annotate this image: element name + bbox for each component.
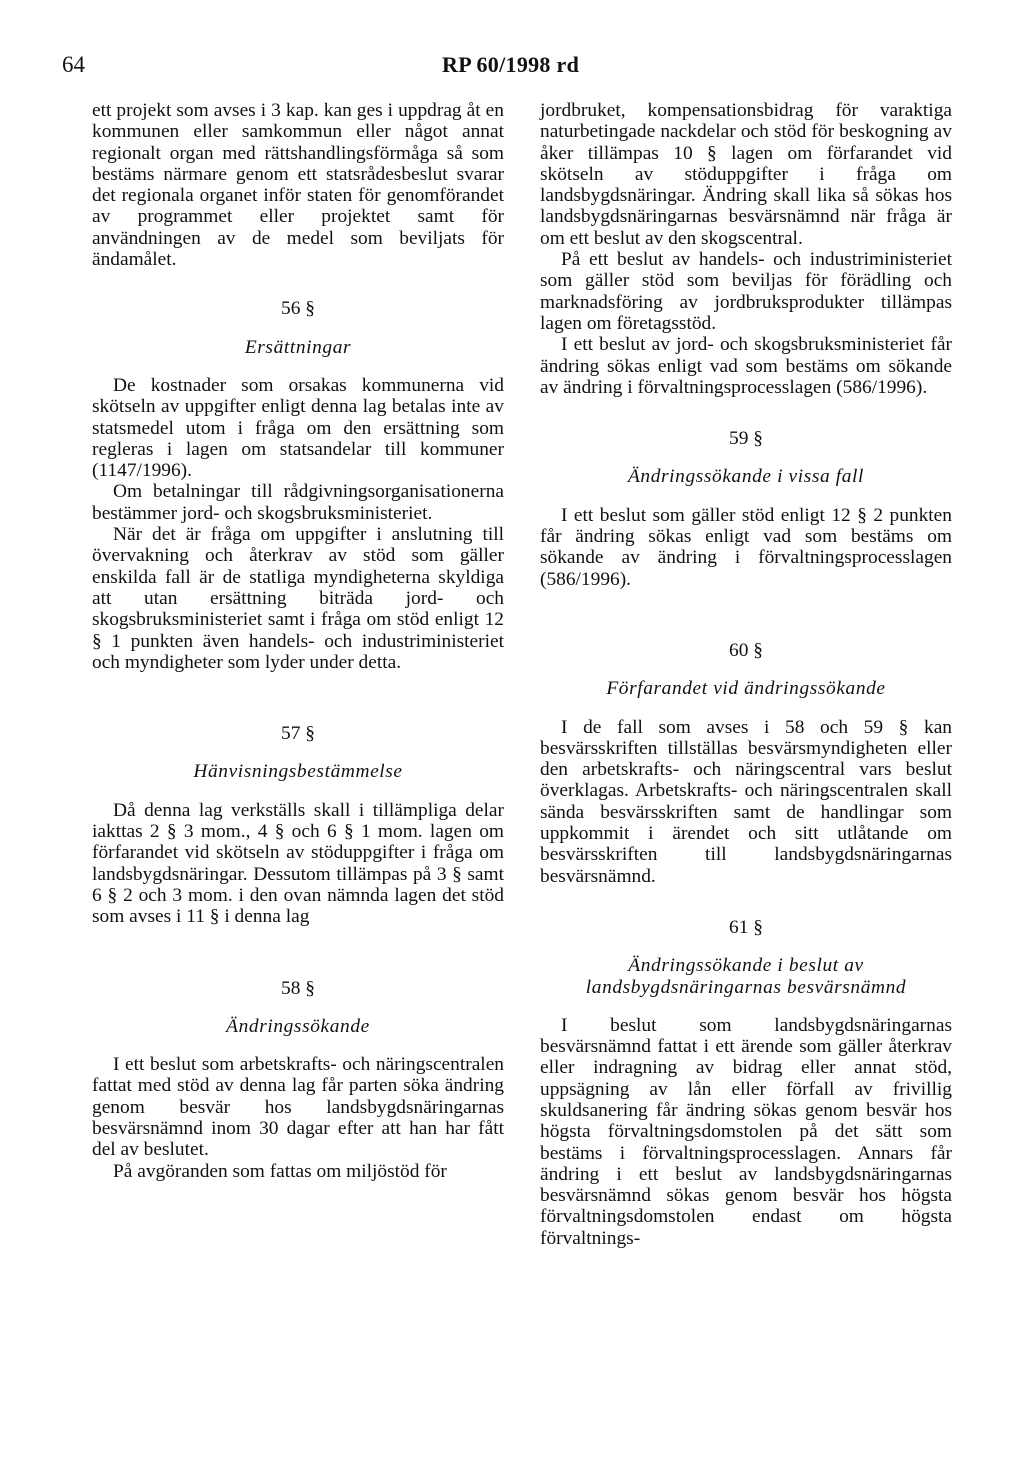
paragraph-57-1: Då denna lag verkställs skall i tillämpliga delar iakttas 2 § 3 mom., 4 § och 6 § 1 mom. lagen om förfarandet vid skötseln av stöduppgifter i fråga om landsbygdsnäringar. Dessutom tillämpas på 3 § samt 6 § 2 och 3 mom. i den ovan nämnda lagen det stöd som avses i 11 § i denna lag [92,799,504,928]
paragraph-56-3: När det är fråga om uppgifter i anslutning till övervakning och återkrav av stöd som gäller enskilda fall är de statliga myndigheterna skyldiga att utan ersättning biträda jord- och skogsbruksministeriet samt i fråga om stöd enligt 12 § 1 punkten även handels- och industriministeriet och myndigheter som lyder under detta. [92,524,504,673]
paragraph-58-1: I ett beslut som arbetskrafts- och näringscentralen fattat med stöd av denna lag får parten söka ändring genom besvär hos landsbygdsnäringarnas besvärsnämnd inom 30 dagar efter att han har fått del av beslutet. [92,1054,504,1161]
left-column [92,100,504,1182]
paragraph-continued: ett projekt som avses i 3 kap. kan ges i uppdrag åt en kommunen eller samkommun eller något annat regionalt organ med rättshandlingsförmåga så som bestäms närmare genom ett statsrådesbeslut svarar det regionala organet inför staten för genomförandet av programmet eller projektet samt för användningen av de medel som beviljats för ändamålet. [92,100,504,271]
section-title-58: Ändringssökande [226,1015,370,1037]
page-number: 64 [62,52,85,77]
section-number-60: 60 § [729,639,763,661]
section-title-61: Ändringssökande i beslut av landsbygdsnäringarnas besvärsnämnd [585,955,907,998]
paragraph-61-1: I beslut som landsbygdsnäringarnas besvärsnämnd fattat i ett ärende som gäller återkrav eller indragning av bidrag eller annat stöd, uppsägning av lån eller förfall av frivillig skuldsanering får ändring sökas genom besvär hos högsta förvaltningsdomstolen på det sätt som bestäms i förvaltningsprocesslagen. Annars får ändring i ett beslut av landsbygdsnäringarnas besvärsnämnd sökas genom besvär hos högsta förvaltningsdomstolen endast om högsta förvaltnings- [540,1014,952,1249]
section-number-57: 57 § [281,723,315,745]
paragraph-right-2: På ett beslut av handels- och industriministeriet som gäller stöd som beviljas för förädling och marknadsföring av jordbruksprodukter tillämpas lagen om företagsstöd. [540,249,952,334]
paragraph-58-2: På avgöranden som fattas om miljöstöd för [113,1160,447,1182]
running-head: RP 60/1998 rd [442,52,580,77]
section-number-61: 61 § [729,916,763,938]
section-number-56: 56 § [281,298,315,320]
paragraph-continued-right: jordbruket, kompensationsbidrag för varaktiga naturbetingade nackdelar och stöd för beskogning av åker tillämpas 10 § lagen om förfarandet vid skötseln av stöduppgifter i fråga om landsbygdsnäringar. Ändring skall lika så sökas hos landsbygdsnäringarnas besvärsnämnd när fråga är om ett beslut av den skogscentral. [540,100,952,249]
paragraph-56-2: Om betalningar till rådgivningsorganisationerna bestämmer jord- och skogsbruksministeriet. [92,481,504,524]
section-title-60: Förfarandet vid ändringssökande [606,678,886,700]
paragraph-56-1: De kostnader som orsakas kommunerna vid skötseln av uppgifter enligt denna lag betalas inte av statsmedel utom i fråga om den ersättning som regleras i lagen om statsandelar till kommuner (1147/1996). [92,374,504,482]
paragraph-60-1: I de fall som avses i 58 och 59 § kan besvärsskriften tillställas besvärsmyndigheten eller den arbetskrafts- och näringscentral vars beslut överklagas. Arbetskrafts- och näringscentralen skall sända besvärsskriften samt de handlingar som uppkommit i ärendet och sitt utlåtande om besvärsskriften till landsbygdsnäringarnas besvärsnämnd. [540,716,952,887]
section-number-58: 58 § [281,977,315,999]
section-number-59: 59 § [729,428,763,450]
section-title-57: Hänvisningsbestämmelse [193,761,403,783]
section-title-56: Ersättningar [244,336,352,358]
section-title-59: Ändringssökande i vissa fall [627,466,864,488]
page-header [62,52,962,92]
paragraph-right-3: I ett beslut av jord- och skogsbruksministeriet får ändring sökas enligt vad som bestäms om sökande av ändring i förvaltningsprocesslagen (586/1996). [540,334,952,398]
right-column [540,100,952,1249]
paragraph-59-1: I ett beslut som gäller stöd enligt 12 § 2 punkten får ändring sökas enligt vad som bestäms om sökande av ändring i förvaltningsprocesslagen (586/1996). [540,504,952,590]
